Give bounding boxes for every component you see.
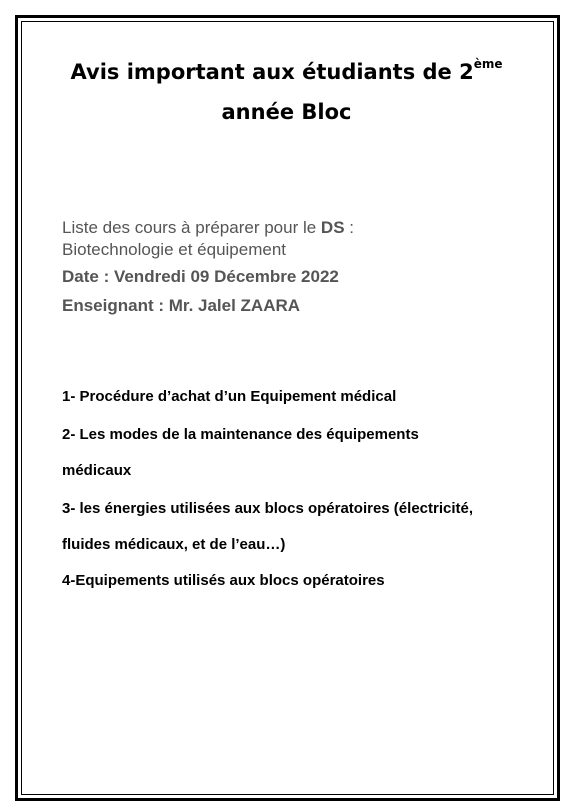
course-item-1: 1- Procédure d’achat d’un Equipement médical (62, 388, 397, 405)
notice-title-superscript: ème (473, 57, 503, 71)
course-item-4: 4-Equipements utilisés aux blocs opératoires (62, 572, 385, 589)
teacher-name: Enseignant : Mr. Jalel ZAARA (62, 296, 301, 315)
course-item-2-line1: 2- Les modes de la maintenance des équipements (62, 426, 419, 443)
notice-title-line1 (30, 57, 543, 84)
course-subject: Biotechnologie et équipement (62, 240, 286, 259)
notice-title-main: Avis important aux étudiants de 2 (70, 60, 474, 84)
notice-title-line2: année Bloc (221, 100, 352, 124)
courses-intro (62, 218, 354, 238)
exam-date: Date : Vendredi 09 Décembre 2022 (62, 267, 339, 286)
courses-intro-ds: DS (320, 218, 345, 237)
course-item-3-line1: 3- les énergies utilisées aux blocs opératoires (électricité, (62, 500, 474, 517)
course-item-3-line2: fluides médicaux, et de l’eau…) (62, 536, 286, 553)
courses-intro-suffix: : (344, 218, 354, 237)
page-border-inner (21, 21, 554, 795)
courses-intro-prefix: Liste des cours à préparer pour le (62, 218, 321, 237)
course-item-2-line2: médicaux (62, 462, 132, 479)
